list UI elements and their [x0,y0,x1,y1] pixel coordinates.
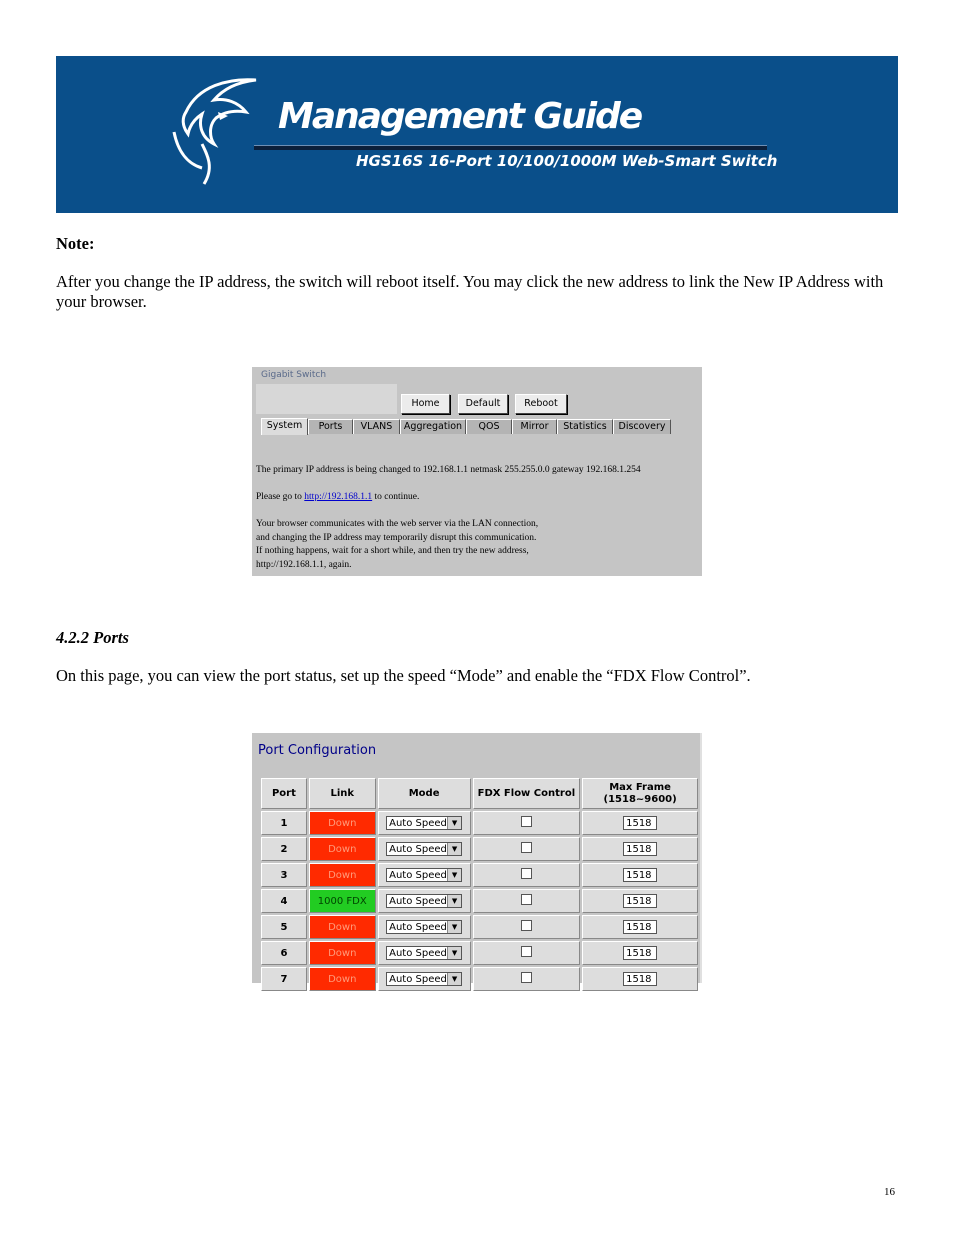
max-frame-range: (1518~9600) [603,793,677,805]
home-button[interactable]: Home [401,394,450,414]
chevron-down-icon[interactable]: ▼ [447,973,461,985]
chevron-down-icon[interactable]: ▼ [447,895,461,907]
mode-value: Auto Speed [389,818,447,829]
frame-cell [582,889,698,913]
goto-suffix: to continue. [372,492,420,502]
tab-qos[interactable]: QOS [466,419,512,434]
ip-change-message: The primary IP address is being changed to 192.168.1.1 netmask 255.255.0.0 gateway 192.168.1.254 [256,465,641,475]
fdx-cell [473,967,581,991]
frame-cell [582,915,698,939]
tab-vlans[interactable]: VLANS [353,419,400,434]
link-status: Down [309,811,376,835]
banner-title: Management Guide [278,96,642,137]
table-row [261,941,698,965]
mode-value: Auto Speed [389,844,447,855]
link-status: 1000 FDX [309,889,376,913]
mode-select[interactable] [386,946,462,960]
fdx-cell [473,889,581,913]
header-banner [56,56,898,213]
mode-select[interactable] [386,842,462,856]
col-fdx: FDX Flow Control [473,778,581,809]
mode-cell [378,915,471,939]
info-line: Your browser communicates with the web server via the LAN connection, [256,519,539,529]
max-frame-label: Max Frame [609,781,671,793]
tab-aggregation[interactable]: Aggregation [400,419,466,434]
mode-value: Auto Speed [389,948,447,959]
fdx-cell [473,811,581,835]
table-row [261,889,698,913]
mode-cell [378,889,471,913]
section-heading: 4.2.2 Ports [56,628,129,647]
table-row [261,967,698,991]
port-number: 1 [261,811,307,835]
tab-system[interactable]: System [261,418,308,435]
col-port: Port [261,778,307,809]
frame-cell [582,811,698,835]
reboot-button[interactable]: Reboot [515,394,567,414]
max-frame-input[interactable]: 1518 [623,972,657,986]
frame-cell [582,941,698,965]
frame-cell [582,967,698,991]
port-number: 4 [261,889,307,913]
frame-cell [582,837,698,861]
fdx-checkbox[interactable] [521,946,532,957]
mode-select[interactable] [386,868,462,882]
new-ip-link[interactable]: http://192.168.1.1 [304,492,373,502]
chevron-down-icon[interactable]: ▼ [447,869,461,881]
fdx-checkbox[interactable] [521,894,532,905]
port-number: 5 [261,915,307,939]
fdx-checkbox[interactable] [521,842,532,853]
table-row [261,837,698,861]
mode-cell [378,811,471,835]
fdx-cell [473,915,581,939]
mode-value: Auto Speed [389,922,447,933]
info-line: and changing the IP address may temporarily disrupt this communication. [256,532,537,543]
logo-area [256,384,397,414]
mode-select[interactable] [386,894,462,908]
mode-cell [378,863,471,887]
max-frame-input[interactable]: 1518 [623,868,657,882]
max-frame-input[interactable]: 1518 [623,894,657,908]
frame-cell [582,863,698,887]
mode-cell [378,941,471,965]
table-row [261,811,698,835]
note-text: After you change the IP address, the switch will reboot itself. You may click the new address to link the New IP Address with your browser. [56,272,884,311]
mode-select[interactable] [386,816,462,830]
info-line: http://192.168.1.1, again. [256,559,352,570]
mode-cell [378,837,471,861]
mode-select[interactable] [386,972,462,986]
max-frame-input[interactable]: 1518 [623,816,657,830]
mode-select[interactable] [386,920,462,934]
page-number: 16 [884,1186,895,1198]
tab-statistics[interactable]: Statistics [557,419,613,434]
ip-change-screenshot [252,367,702,576]
mode-value: Auto Speed [389,974,447,985]
fdx-cell [473,941,581,965]
port-table [259,776,700,993]
link-status: Down [309,863,376,887]
section-text: On this page, you can view the port status, set up the speed “Mode” and enable the “FDX Flow Control”. [56,666,751,685]
port-number: 7 [261,967,307,991]
tab-mirror[interactable]: Mirror [512,419,557,434]
banner-subtitle: HGS16S 16-Port 10/100/1000M Web-Smart Switch [356,152,778,170]
default-button[interactable]: Default [458,394,508,414]
fdx-checkbox[interactable] [521,920,532,931]
chevron-down-icon[interactable]: ▼ [447,843,461,855]
max-frame-input[interactable]: 1518 [623,920,657,934]
mode-value: Auto Speed [389,896,447,907]
link-status: Down [309,915,376,939]
chevron-down-icon[interactable]: ▼ [447,817,461,829]
link-status: Down [309,837,376,861]
link-status: Down [309,941,376,965]
port-number: 6 [261,941,307,965]
max-frame-input[interactable]: 1518 [623,946,657,960]
info-line: If nothing happens, wait for a short while, and then try the new address, [256,546,529,556]
col-mode: Mode [378,778,471,809]
table-row [261,915,698,939]
link-status: Down [309,967,376,991]
mode-cell [378,967,471,991]
goto-message [256,491,419,505]
brand-label: Gigabit Switch [261,370,327,380]
fdx-checkbox[interactable] [521,972,532,983]
fdx-checkbox[interactable] [521,816,532,827]
col-max-frame [582,778,698,809]
chevron-down-icon[interactable]: ▼ [447,947,461,959]
page-title: Port Configuration [258,743,377,758]
fdx-cell [473,837,581,861]
eagle-head-logo-icon [168,72,258,188]
note-heading: Note: [56,234,95,253]
port-number: 3 [261,863,307,887]
table-row [261,863,698,887]
goto-prefix: Please go to [256,492,305,502]
port-number: 2 [261,837,307,861]
chevron-down-icon[interactable]: ▼ [447,921,461,933]
tab-ports[interactable]: Ports [308,419,353,434]
tab-discovery[interactable]: Discovery [613,419,671,434]
port-config-screenshot [252,733,702,983]
col-link: Link [309,778,376,809]
banner-rule [254,145,767,150]
mode-value: Auto Speed [389,870,447,881]
fdx-checkbox[interactable] [521,868,532,879]
fdx-cell [473,863,581,887]
max-frame-input[interactable]: 1518 [623,842,657,856]
